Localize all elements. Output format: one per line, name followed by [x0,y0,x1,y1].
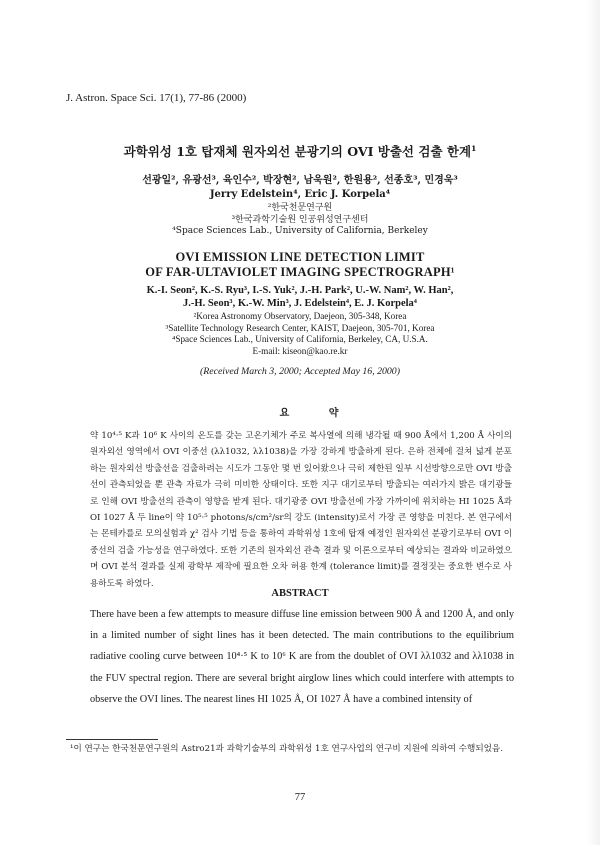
korean-affiliation-berkeley: ⁴Space Sciences Lab., University of California, Berkeley [172,226,428,236]
english-affiliation-berkeley: ⁴Space Sciences Lab., University of California, Berkeley, CA, U.S.A. [172,334,428,344]
korean-authors-line-2: Jerry Edelstein⁴, Eric J. Korpela⁴ [209,189,391,200]
english-authors [0,284,600,310]
contact-email: E-mail: kiseon@kao.re.kr [252,345,348,356]
korean-title [0,142,600,160]
page-edge-shadow [586,0,600,845]
received-dates: (Received March 3, 2000; Accepted May 16, 2000) [200,366,400,377]
korean-title-footnote-mark: 1 [471,143,477,153]
korean-affiliation-kao: ²한국천문연구원 [267,203,333,213]
english-abstract [90,604,514,710]
footnote: ¹이 연구는 한국천문연구원의 Astro21과 과학기술부의 과학위성 1호 연구사업의 연구비 지원에 의하여 수행되었음. [70,744,503,754]
english-affiliation-kaist: ³Satellite Technology Research Center, KAIST, Daejeon, 305-701, Korea [165,322,435,333]
english-title-line-1: OVI EMISSION LINE DETECTION LIMIT [175,250,425,264]
korean-abstract-text: 약 10⁴·⁵ K과 10⁶ K 사이의 온도를 갖는 고온기체가 주로 복사열에 의해 냉각될 때 900 Å에서 1,200 Å 사이의 원자외선 영역에서 OVI 이중선 (λλ1032, λλ1038)을 가장 강하게 방출하게 된다. 은하 전체에 걸쳐 넓게 분포하는 원자외선 방출선을 검출하려는 시도가 그동안 몇 번 있어왔으나 극히 제한된 일부 시선방향으로만 OVI 방출선이 관측되었을 뿐 관측 자료가 극히 미비한 상태이다. 또한 지구 대기로부터 방출되는 여러가지 밝은 대기광들로 인해 OVI 방출선의 관측이 영향을 받게 된다. 대기광중 OVI 방출선에 가장 가까이에 위치하는 HI 1025 Å과 OI 1027 Å 두 line이 약 10⁵·⁵ photons/s/cm²/sr의 강도 (intensity)로서 가장 큰 영향을 미친다. 본 연구에서는 몬테카를로 모의실험과 χ² 검사 기법 등을 통하여 과학위성 1호에 탑재 예정인 원자외선 분광기로부터 OVI 이중선의 검출 가능성을 연구하였다. 또한 기존의 원자외선 관측 결과 및 이론으로부터 예상되는 결과와 비교하였으며 OVI 분석 결과를 실제 광학부 제작에 필요한 오차 허용 한계 (tolerance limit)를 결정짓는 중요한 변수로 사용하도록 하였다. [90,431,512,589]
footnote-divider [66,739,158,740]
korean-authors-line-1: 선광일², 유광선³, 육인수², 박장현², 남욱원², 한원용², 선종호³, 민경욱³ [142,175,458,186]
journal-reference: J. Astron. Space Sci. 17(1), 77-86 (2000) [66,92,247,104]
english-title-line-2: OF FAR-ULTAVIOLET IMAGING SPECTROGRAPH¹ [145,265,455,279]
english-affiliation-kao: ²Korea Astronomy Observatory, Daejeon, 305-348, Korea [193,311,407,321]
korean-authors [0,174,600,202]
english-affiliations [0,311,600,357]
korean-abstract [90,428,512,592]
korean-abstract-heading: 요 약 [279,408,357,419]
english-title [0,250,600,280]
korean-affiliations [0,203,600,238]
abstract-heading: ABSTRACT [271,588,329,599]
korean-title-text: 과학위성 1호 탑재체 원자외선 분광기의 OVI 방출선 검출 한계 [123,144,472,159]
english-authors-line-1: K.-I. Seon², K.-S. Ryu³, I.-S. Yuk², J.-H. Park², U.-W. Nam², W. Han², [146,285,454,296]
english-abstract-text: There have been a few attempts to measure diffuse line emission between 900 Å and 1200 Å, and only in a limited number of sight lines has it been detected. The main contributions to the equilibrium radiative cooling curve between 10⁴·⁵ K to 10⁶ K are from the doublet of OVI λλ1032 and λλ1038 in the FUV spectral region. There are several bright airglow lines which could interfere with attempts to observe the OVI lines. The nearest lines HI 1025 Å, OI 1027 Å have a combined intensity of [90,609,514,705]
korean-affiliation-kaist: ³한국과학기술원 인공위성연구센터 [231,214,369,225]
page-number: 77 [294,792,306,803]
english-authors-line-2: J.-H. Seon³, K.-W. Min³, J. Edelstein⁴, E. J. Korpela⁴ [183,298,417,309]
